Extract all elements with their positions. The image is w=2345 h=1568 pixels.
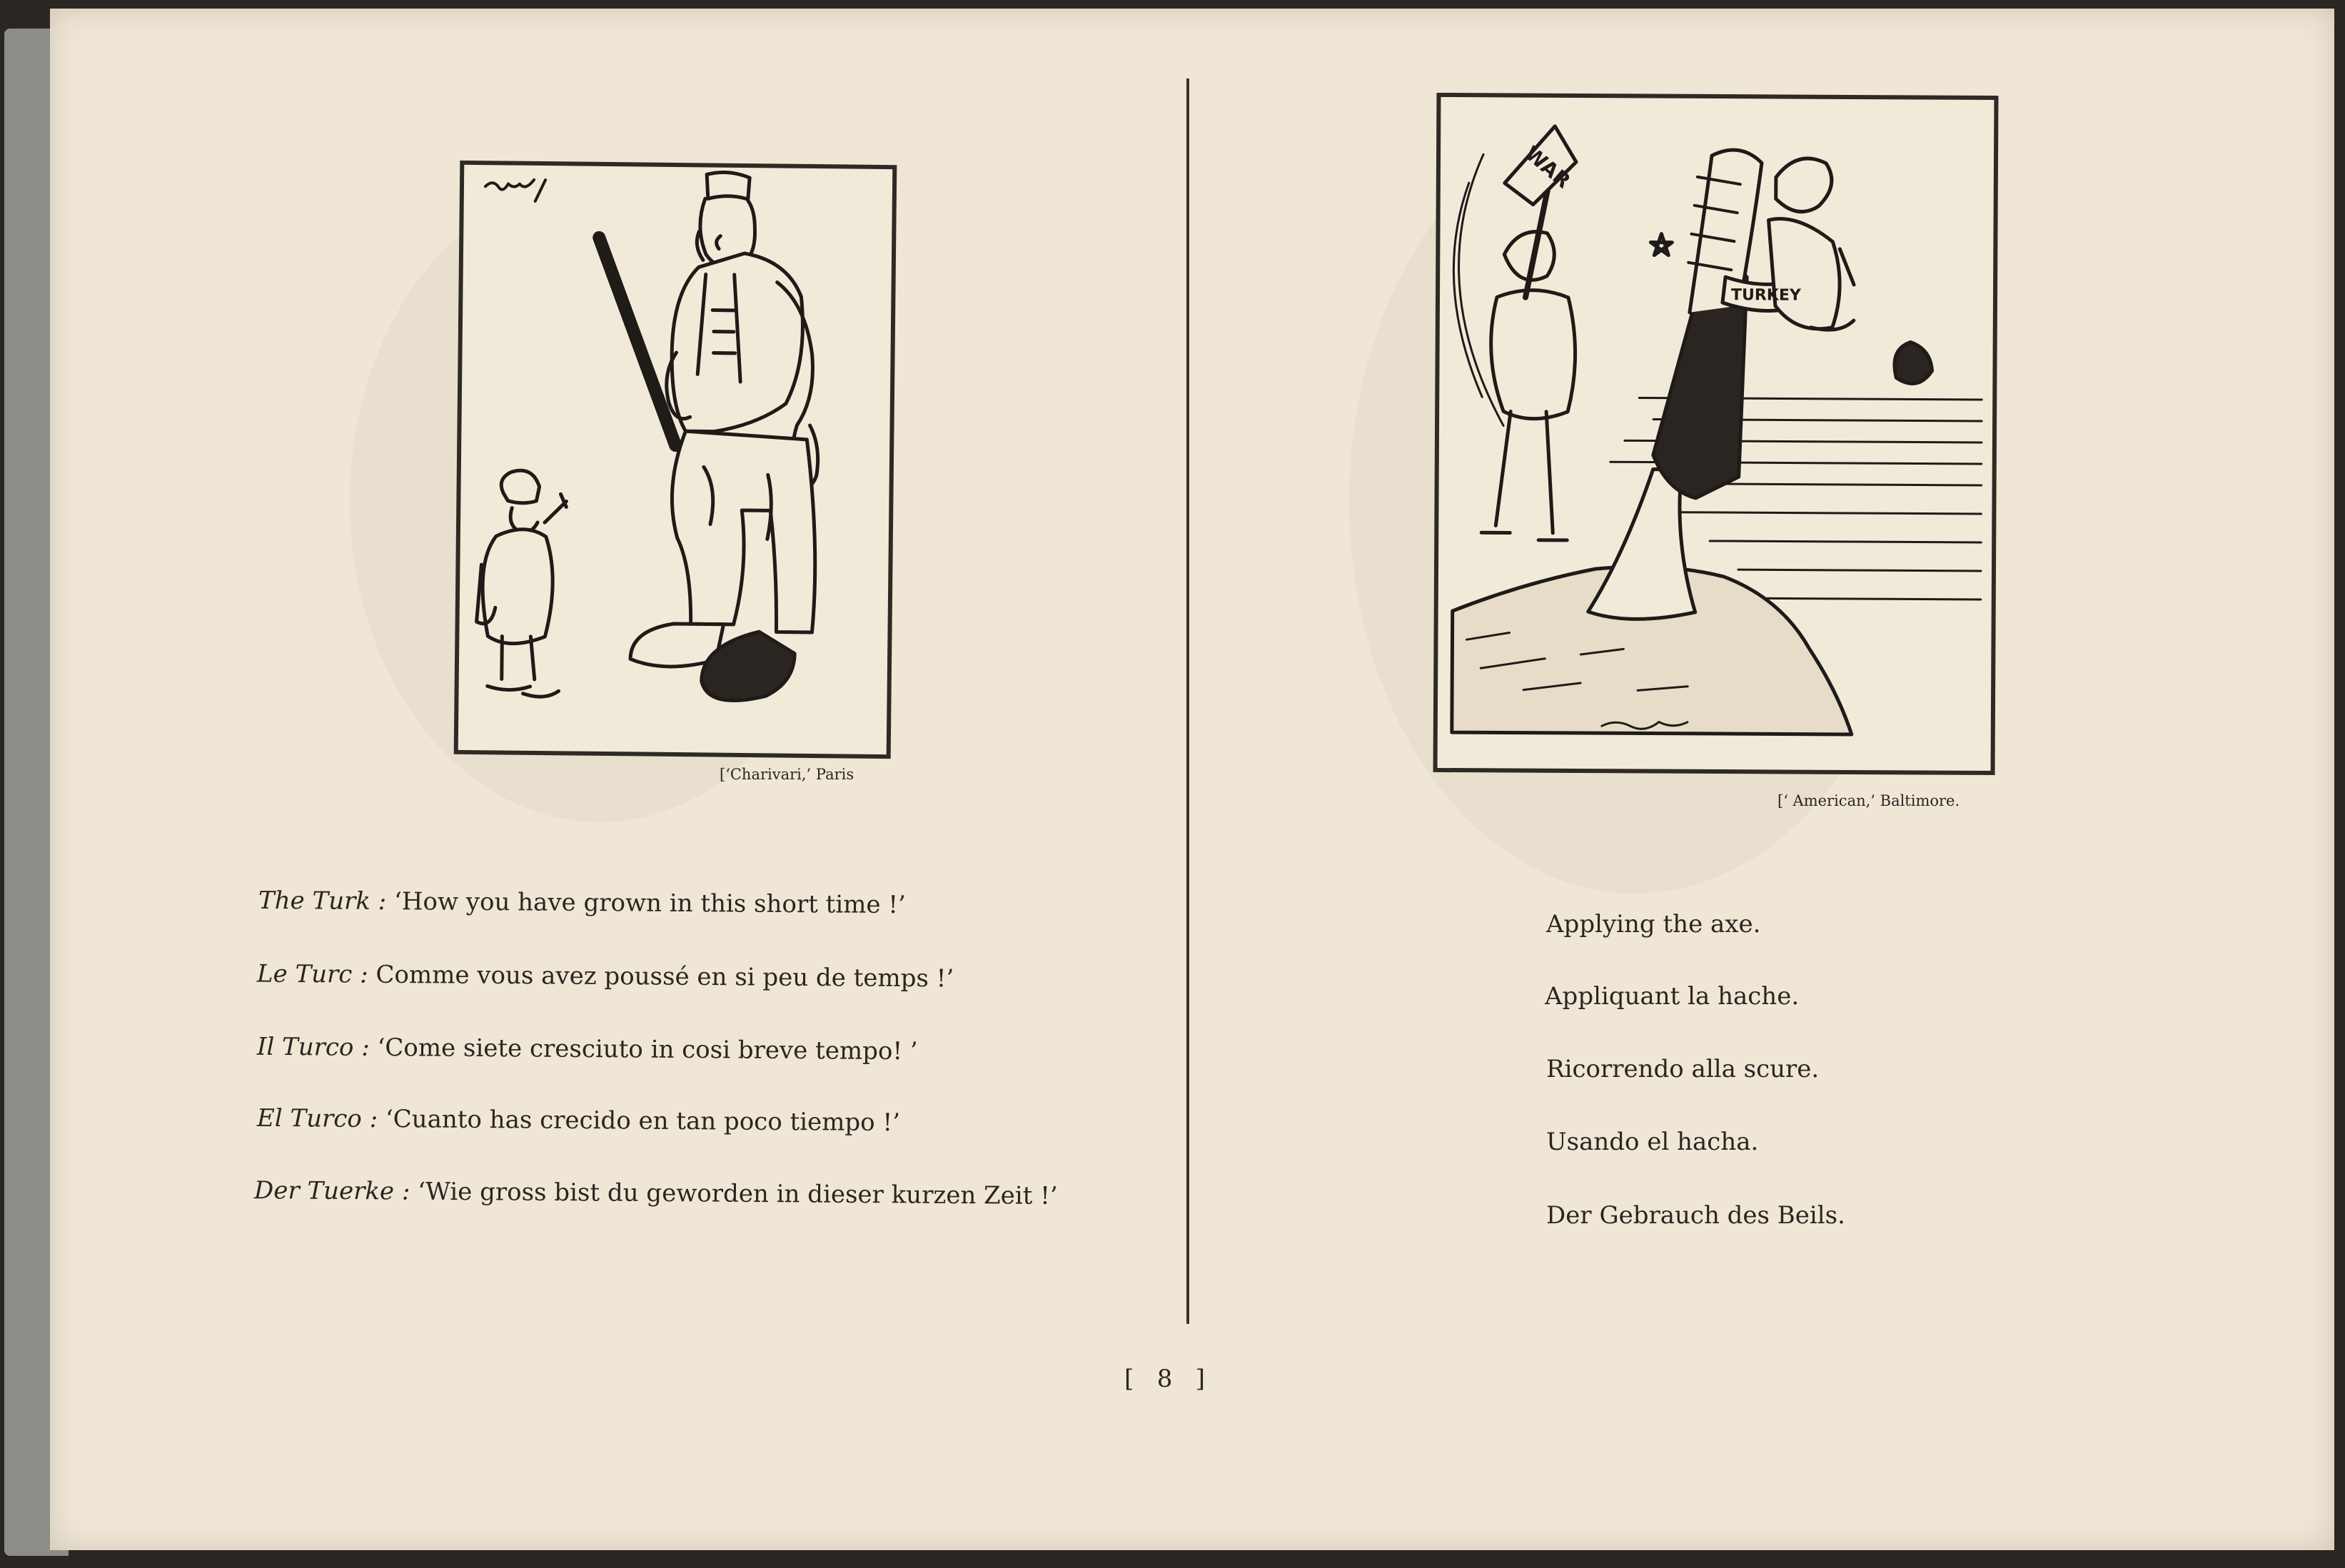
caption-english xyxy=(258,886,906,919)
caption-text: ‘Come siete cresciuto in cosi breve tempo! ’ xyxy=(377,1033,918,1066)
turk-and-small-figure-drawing xyxy=(458,165,893,754)
page-number-value: 8 xyxy=(1156,1365,1173,1393)
right-cartoon xyxy=(1433,93,1999,775)
caption-spanish: Usando el hacha. xyxy=(1546,1128,1759,1156)
axe-label: WAR xyxy=(1520,141,1575,193)
applying-the-axe-drawing xyxy=(1438,97,1994,771)
speaker-label: Le Turc : xyxy=(256,959,368,989)
caption-german xyxy=(254,1176,1058,1210)
caption-italian: Ricorrendo alla scure. xyxy=(1546,1055,1820,1083)
caption-french xyxy=(257,960,954,993)
caption-text: ‘Cuanto has crecido en tan poco tiempo !’ xyxy=(385,1105,901,1138)
speaker-label: Il Turco : xyxy=(256,1032,370,1062)
speaker-label: The Turk : xyxy=(258,886,387,916)
caption-french: Appliquant la hache. xyxy=(1545,982,1800,1011)
caption-spanish xyxy=(257,1104,900,1137)
caption-italian xyxy=(257,1033,918,1066)
gutter-line xyxy=(1186,79,1189,1324)
left-credit: [‘Charivari,’ Paris xyxy=(720,766,854,783)
right-credit: [‘ American,’ Baltimore. xyxy=(1777,792,1960,809)
caption-text: ‘How you have grown in this short time !’ xyxy=(393,887,906,920)
caption-english: Applying the axe. xyxy=(1546,910,1761,939)
page-number: [ 8 ] xyxy=(1124,1365,1206,1393)
caption-text: Comme vous avez poussé en si peu de temps !’ xyxy=(375,960,954,993)
caption-german: Der Gebrauch des Beils. xyxy=(1546,1201,1845,1230)
caption-text: ‘Wie gross bist du geworden in dieser kurzen Zeit !’ xyxy=(418,1177,1058,1210)
trunk-label: TURKEY xyxy=(1730,286,1801,305)
speaker-label: El Turco : xyxy=(256,1103,378,1134)
speaker-label: Der Tuerke : xyxy=(253,1176,410,1206)
left-cartoon xyxy=(454,161,897,759)
